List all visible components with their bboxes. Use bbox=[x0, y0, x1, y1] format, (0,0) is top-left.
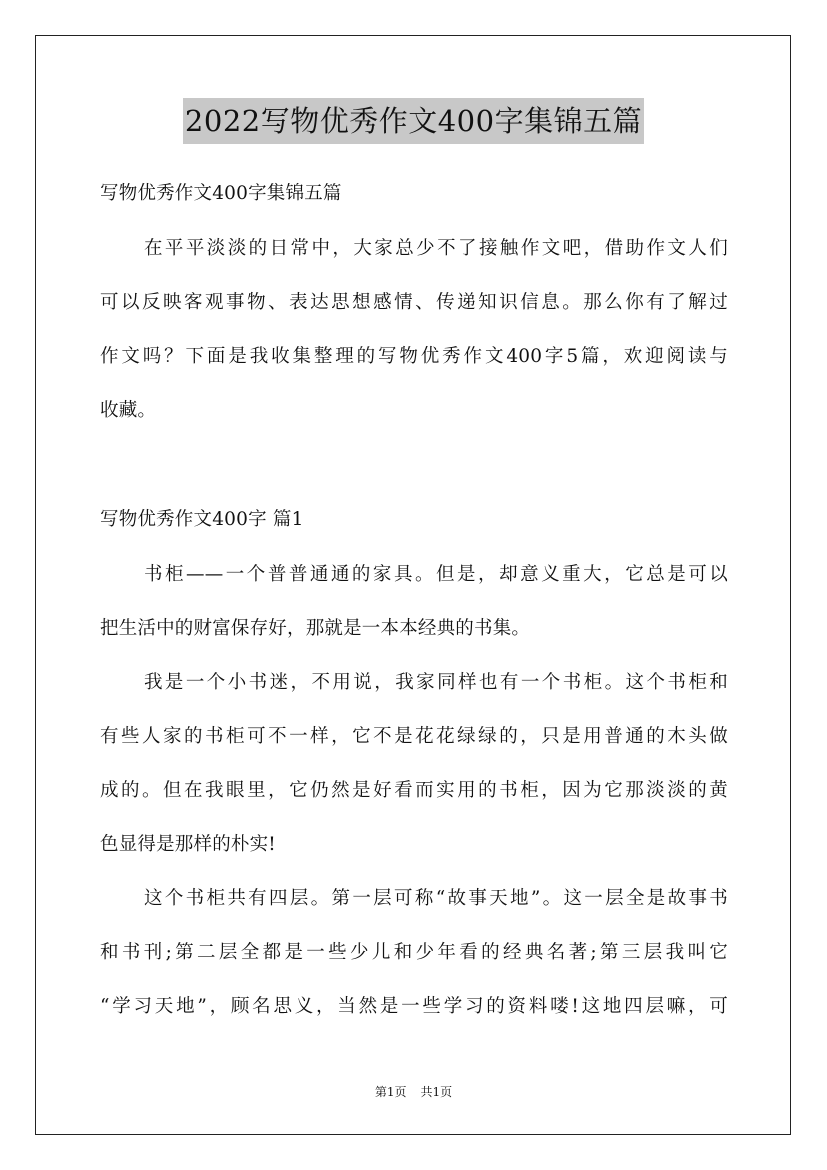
page-footer bbox=[0, 1083, 827, 1101]
paragraph-1-line-1: 书柜——一个普普通通的家具。但是，却意义重大，它总是可以 bbox=[144, 564, 728, 585]
subtitle: 写物优秀作文400字集锦五篇 bbox=[100, 183, 342, 204]
intro-line-3: 作文吗？下面是我收集整理的写物优秀作文400字5篇，欢迎阅读与 bbox=[100, 346, 728, 367]
document-title: 2022写物优秀作文400字集锦五篇 bbox=[183, 98, 644, 144]
intro-line-4: 收藏。 bbox=[100, 400, 157, 421]
paragraph-2-line-3: 成的。但在我眼里，它仍然是好看而实用的书柜，因为它那淡淡的黄 bbox=[100, 780, 728, 801]
page-number: 第1页 bbox=[374, 1085, 407, 1099]
paragraph-2-line-2: 有些人家的书柜可不一样，它不是花花绿绿的，只是用普通的木头做 bbox=[100, 726, 728, 747]
intro-line-2: 可以反映客观事物、表达思想感情、传递知识信息。那么你有了解过 bbox=[100, 292, 728, 313]
paragraph-2-line-1: 我是一个小书迷，不用说，我家同样也有一个书柜。这个书柜和 bbox=[144, 672, 728, 693]
section-heading: 写物优秀作文400字 篇1 bbox=[100, 509, 304, 530]
title-container bbox=[0, 98, 827, 144]
total-pages: 共1页 bbox=[420, 1085, 453, 1099]
paragraph-3-line-3: “学习天地”，顾名思义，当然是一些学习的资料喽!这地四层嘛，可 bbox=[100, 996, 728, 1017]
paragraph-1-line-2: 把生活中的财富保存好，那就是一本本经典的书集。 bbox=[100, 618, 531, 639]
paragraph-3-line-1: 这个书柜共有四层。第一层可称“故事天地”。这一层全是故事书 bbox=[144, 888, 728, 909]
intro-line-1: 在平平淡淡的日常中，大家总少不了接触作文吧，借助作文人们 bbox=[144, 238, 728, 259]
paragraph-3-line-2: 和书刊;第二层全都是一些少儿和少年看的经典名著;第三层我叫它 bbox=[100, 942, 728, 963]
paragraph-2-line-4: 色显得是那样的朴实! bbox=[100, 834, 276, 855]
